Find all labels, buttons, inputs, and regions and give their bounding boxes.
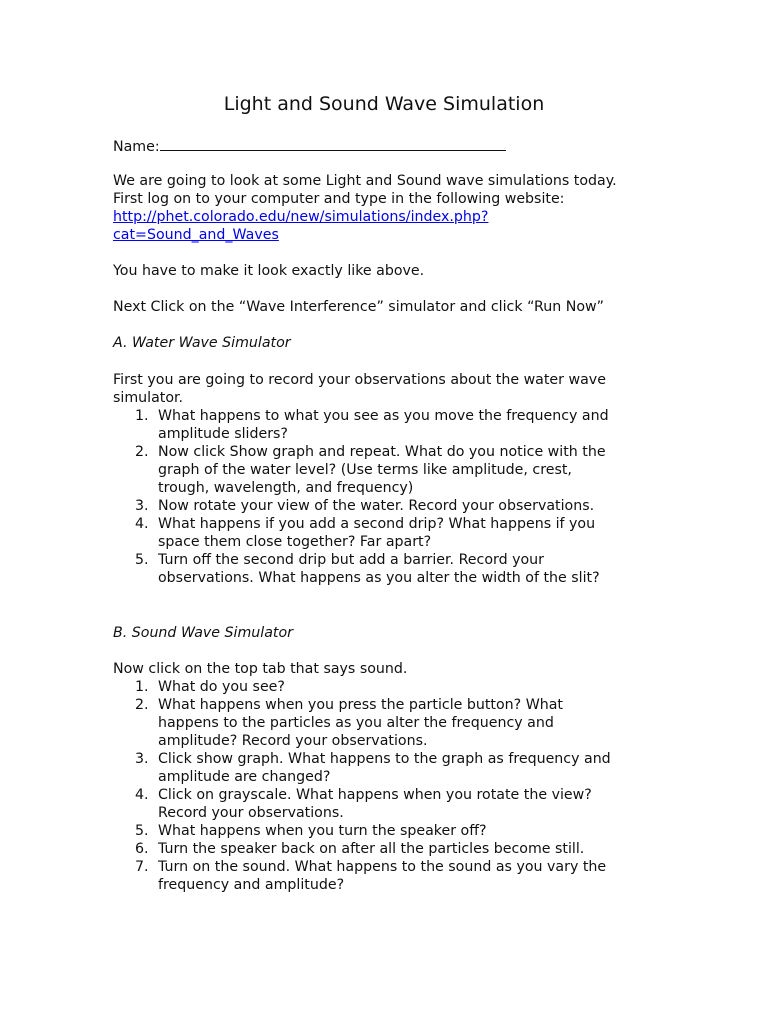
list-item xyxy=(113,407,673,443)
instruction-next: Next Click on the “Wave Interference” simulator and click “Run Now” xyxy=(113,299,604,315)
list-item-line: observations. What happens as you alter the width of the slit? xyxy=(158,570,600,586)
section-a-intro-line-1: First you are going to record your observations about the water wave xyxy=(113,372,606,388)
intro-line-1: We are going to look at some Light and Sound wave simulations today. xyxy=(113,173,617,189)
list-item-line: What happens when you turn the speaker off? xyxy=(158,823,487,839)
list-item xyxy=(113,497,673,515)
section-a-list xyxy=(113,407,673,587)
list-item-number: 1. xyxy=(135,408,149,424)
list-item-line: Turn off the second drip but add a barrier. Record your xyxy=(158,552,545,568)
list-item xyxy=(113,750,673,786)
list-item-number: 3. xyxy=(135,498,149,514)
list-item xyxy=(113,515,673,551)
list-item-line: Record your observations. xyxy=(158,805,344,821)
list-item-number: 2. xyxy=(135,444,149,460)
list-item xyxy=(113,840,673,858)
section-b-intro: Now click on the top tab that says sound. xyxy=(113,661,408,677)
list-item-number: 3. xyxy=(135,751,149,767)
page-title: Light and Sound Wave Simulation xyxy=(223,93,545,115)
list-item xyxy=(113,858,673,894)
list-item-number: 1. xyxy=(135,679,149,695)
list-item-number: 7. xyxy=(135,859,149,875)
list-item-line: space them close together? Far apart? xyxy=(158,534,432,550)
list-item-number: 5. xyxy=(135,823,149,839)
list-item-number: 4. xyxy=(135,516,149,532)
list-item-line: amplitude are changed? xyxy=(158,769,331,785)
list-item-line: Click on grayscale. What happens when you rotate the view? xyxy=(158,787,592,803)
list-item-number: 6. xyxy=(135,841,149,857)
list-item-line: What do you see? xyxy=(158,679,285,695)
list-item-line: Turn the speaker back on after all the particles become still. xyxy=(158,841,585,857)
list-item-line: What happens if you add a second drip? What happens if you xyxy=(158,516,596,532)
list-item-line: trough, wavelength, and frequency) xyxy=(158,480,414,496)
name-blank-line xyxy=(160,136,506,151)
instruction-exact: You have to make it look exactly like above. xyxy=(113,263,425,279)
list-item-line: Now click Show graph and repeat. What do you notice with the xyxy=(158,444,606,460)
list-item-line: frequency and amplitude? xyxy=(158,877,345,893)
list-item-line: Turn on the sound. What happens to the sound as you vary the xyxy=(158,859,607,875)
section-b-heading: B. Sound Wave Simulator xyxy=(113,625,293,641)
section-a-heading: A. Water Wave Simulator xyxy=(113,335,291,351)
list-item-line: Click show graph. What happens to the graph as frequency and xyxy=(158,751,611,767)
intro-line-2: First log on to your computer and type in the following website: xyxy=(113,191,565,207)
list-item-line: amplitude? Record your observations. xyxy=(158,733,428,749)
intro-paragraph xyxy=(113,172,673,244)
list-item xyxy=(113,678,673,696)
phet-link-line-2[interactable]: cat=Sound_and_Waves xyxy=(113,227,279,243)
list-item xyxy=(113,551,673,587)
list-item-line: amplitude sliders? xyxy=(158,426,288,442)
name-field-row xyxy=(113,136,673,156)
list-item-line: graph of the water level? (Use terms like amplitude, crest, xyxy=(158,462,572,478)
list-item-line: What happens when you press the particle button? What xyxy=(158,697,563,713)
list-item-line: Now rotate your view of the water. Record your observations. xyxy=(158,498,595,514)
section-a-intro-line-2: simulator. xyxy=(113,390,184,406)
name-label: Name: xyxy=(113,139,160,155)
section-b-list xyxy=(113,678,673,894)
list-item-number: 5. xyxy=(135,552,149,568)
list-item-line: What happens to what you see as you move the frequency and xyxy=(158,408,609,424)
list-item-number: 4. xyxy=(135,787,149,803)
phet-link-line-1[interactable]: http://phet.colorado.edu/new/simulations/index.php? xyxy=(113,209,489,225)
list-item xyxy=(113,443,673,497)
section-a-intro xyxy=(113,371,673,407)
list-item xyxy=(113,696,673,750)
list-item-number: 2. xyxy=(135,697,149,713)
list-item xyxy=(113,822,673,840)
list-item xyxy=(113,786,673,822)
list-item-line: happens to the particles as you alter the frequency and xyxy=(158,715,554,731)
